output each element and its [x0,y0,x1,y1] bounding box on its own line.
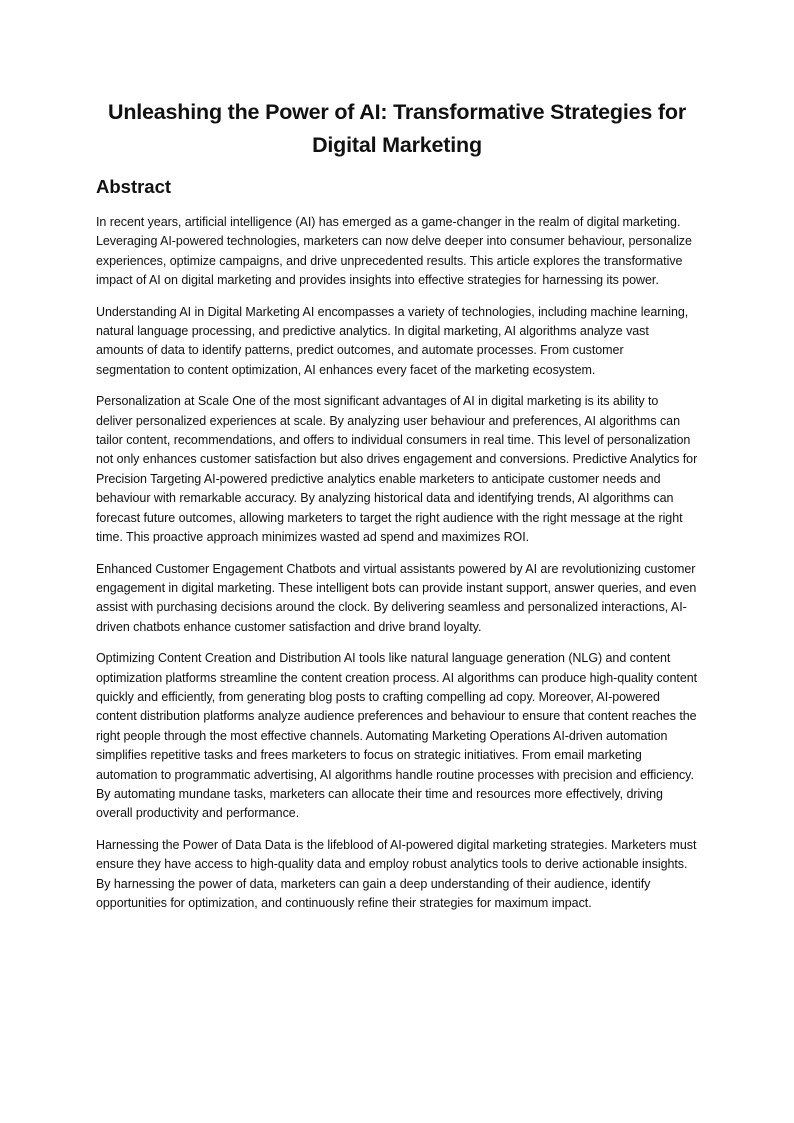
paragraph-content-creation: Optimizing Content Creation and Distribution AI tools like natural language generation (NLG) and content optimization platforms streamline the content creation process. AI algorithms can produce high-quality content quickly and efficiently, from generating blog posts to crafting compelling ad copy. Moreover, AI-powered content distribution platforms analyze audience preferences and behaviour to ensure that content reaches the right people through the most effective channels. Automating Marketing Operations AI-driven automation simplifies repetitive tasks and frees marketers to focus on strategic initiatives. From email marketing automation to programmatic advertising, AI algorithms handle routine processes with precision and efficiency. By automating mundane tasks, marketers can allocate their time and resources more effectively, driving overall productivity and performance. [96,651,698,821]
paragraph-customer-engagement: Enhanced Customer Engagement Chatbots and virtual assistants powered by AI are revolutionizing customer engagement in digital marketing. These intelligent bots can provide instant support, answer queries, and even assist with purchasing decisions around the clock. By delivering seamless and personalized interactions, AI-driven chatbots enhance customer satisfaction and drive brand loyalty. [96,561,697,634]
paragraph-intro: In recent years, artificial intelligence (AI) has emerged as a game-changer in the realm of digital marketing. Leveraging AI-powered technologies, marketers can now delve deeper into consumer behaviour, personalize experiences, optimize campaigns, and drive unprecedented results. This article explores the transformative impact of AI on digital marketing and provides insights into effective strategies for harnessing its power. [96,215,692,288]
document-page [96,96,698,913]
paragraph-personalization: Personalization at Scale One of the most significant advantages of AI in digital marketing is its ability to deliver personalized experiences at scale. By analyzing user behaviour and preferences, AI algorithms can tailor content, recommendations, and offers to individual consumers in real time. This level of personalization not only enhances customer satisfaction but also drives engagement and conversions. Predictive Analytics for Precision Targeting AI-powered predictive analytics enable marketers to anticipate customer needs and behaviour with remarkable accuracy. By analyzing historical data and identifying trends, AI algorithms can forecast future outcomes, allowing marketers to target the right audience with the right message at the right time. This proactive approach minimizes wasted ad spend and maximizes ROI. [96,394,698,545]
document-title: Unleashing the Power of AI: Transformative Strategies for Digital Marketing [108,100,686,157]
paragraph-data: Harnessing the Power of Data Data is the lifeblood of AI-powered digital marketing strategies. Marketers must ensure they have access to high-quality data and employ robust analytics tools to derive actionable insights. By harnessing the power of data, marketers can gain a deep understanding of their audience, identify opportunities for optimization, and continuously refine their strategies for maximum impact. [96,837,697,910]
paragraph-understanding-ai: Understanding AI in Digital Marketing AI encompasses a variety of technologies, including machine learning, natural language processing, and predictive analytics. In digital marketing, AI algorithms analyze vast amounts of data to identify patterns, predict outcomes, and automate processes. From customer segmentation to content optimization, AI enhances every facet of the marketing ecosystem. [96,304,689,377]
abstract-heading: Abstract [96,176,172,197]
